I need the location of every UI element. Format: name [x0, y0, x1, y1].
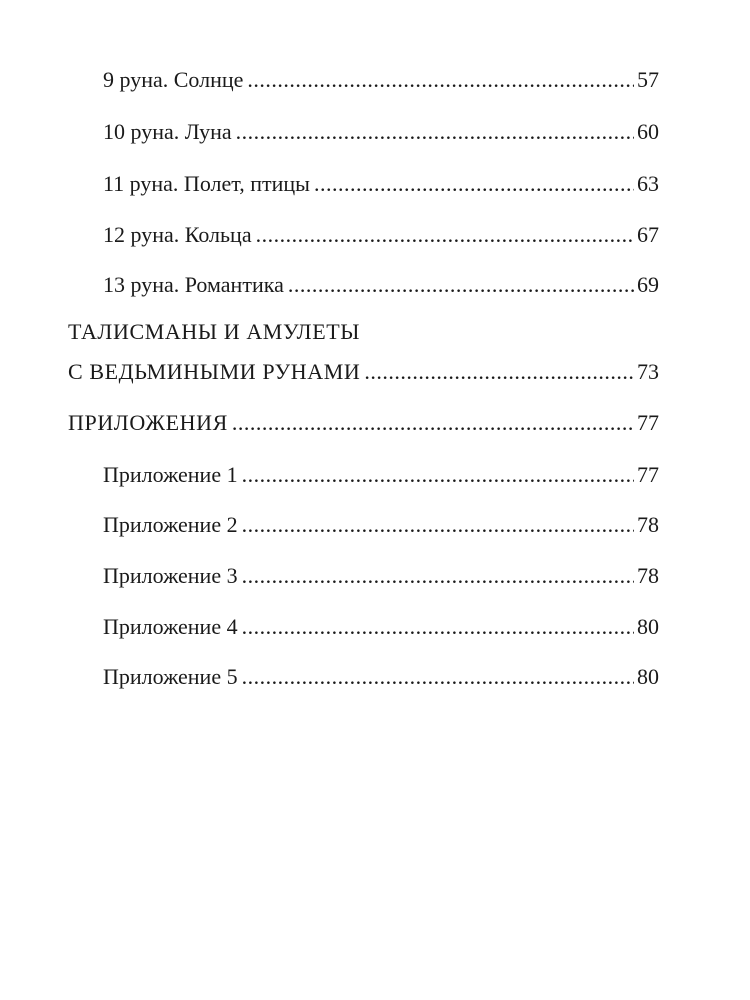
toc-entry-label: ПРИЛОЖЕНИЯ [68, 410, 228, 435]
dot-leader [242, 613, 634, 641]
toc-entry-label: С ВЕДЬМИНЫМИ РУНАМИ [68, 359, 361, 384]
toc-entry-label: Приложение 5 [103, 664, 238, 689]
toc-entry-page: 78 [637, 512, 659, 537]
dot-leader [314, 170, 634, 198]
dot-leader [242, 461, 634, 489]
toc-entry-page: 80 [637, 664, 659, 689]
dot-leader [364, 358, 634, 386]
dot-leader [242, 511, 634, 539]
toc-entry-label: 9 руна. Солнце [103, 67, 244, 92]
toc-entry-appendix-4 [103, 613, 659, 641]
dot-leader [236, 118, 634, 146]
toc-entry-page: 78 [637, 563, 659, 588]
toc-entry-rune-10 [103, 118, 659, 146]
toc-entry-page: 60 [637, 119, 659, 144]
toc-entry-appendix-1 [103, 461, 659, 489]
toc-entry-page: 73 [637, 359, 659, 384]
dot-leader [288, 271, 634, 299]
toc-section-appendices [68, 409, 659, 437]
toc-entry-appendix-3 [103, 562, 659, 590]
dot-leader [256, 221, 634, 249]
dot-leader [247, 66, 634, 94]
toc-entry-page: 67 [637, 222, 659, 247]
toc-entry-rune-13 [103, 271, 659, 299]
dot-leader [232, 409, 634, 437]
toc-entry-label: Приложение 1 [103, 462, 238, 487]
toc-entry-page: 69 [637, 272, 659, 297]
toc-entry-label: 11 руна. Полет, птицы [103, 171, 310, 196]
dot-leader [242, 562, 634, 590]
toc-entry-label: 12 руна. Кольца [103, 222, 252, 247]
toc-entry-rune-9 [103, 66, 659, 94]
toc-entry-label: Приложение 2 [103, 512, 238, 537]
toc-entry-page: 77 [637, 462, 659, 487]
toc-entry-label: Приложение 3 [103, 563, 238, 588]
toc-entry-page: 57 [637, 67, 659, 92]
toc-entry-page: 80 [637, 614, 659, 639]
toc-entry-appendix-2 [103, 511, 659, 539]
toc-entry-label: 10 руна. Луна [103, 119, 232, 144]
toc-entry-rune-12 [103, 221, 659, 249]
toc-section-talismans [68, 358, 659, 386]
toc-entry-page: 77 [637, 410, 659, 435]
toc-entry-page: 63 [637, 171, 659, 196]
toc-entry-label: 13 руна. Романтика [103, 272, 284, 297]
toc-section-talismans-line1: ТАЛИСМАНЫ И АМУЛЕТЫ [68, 319, 361, 344]
dot-leader [242, 663, 634, 691]
toc-entry-label: Приложение 4 [103, 614, 238, 639]
toc-entry-rune-11 [103, 170, 659, 198]
toc-entry-appendix-5 [103, 663, 659, 691]
